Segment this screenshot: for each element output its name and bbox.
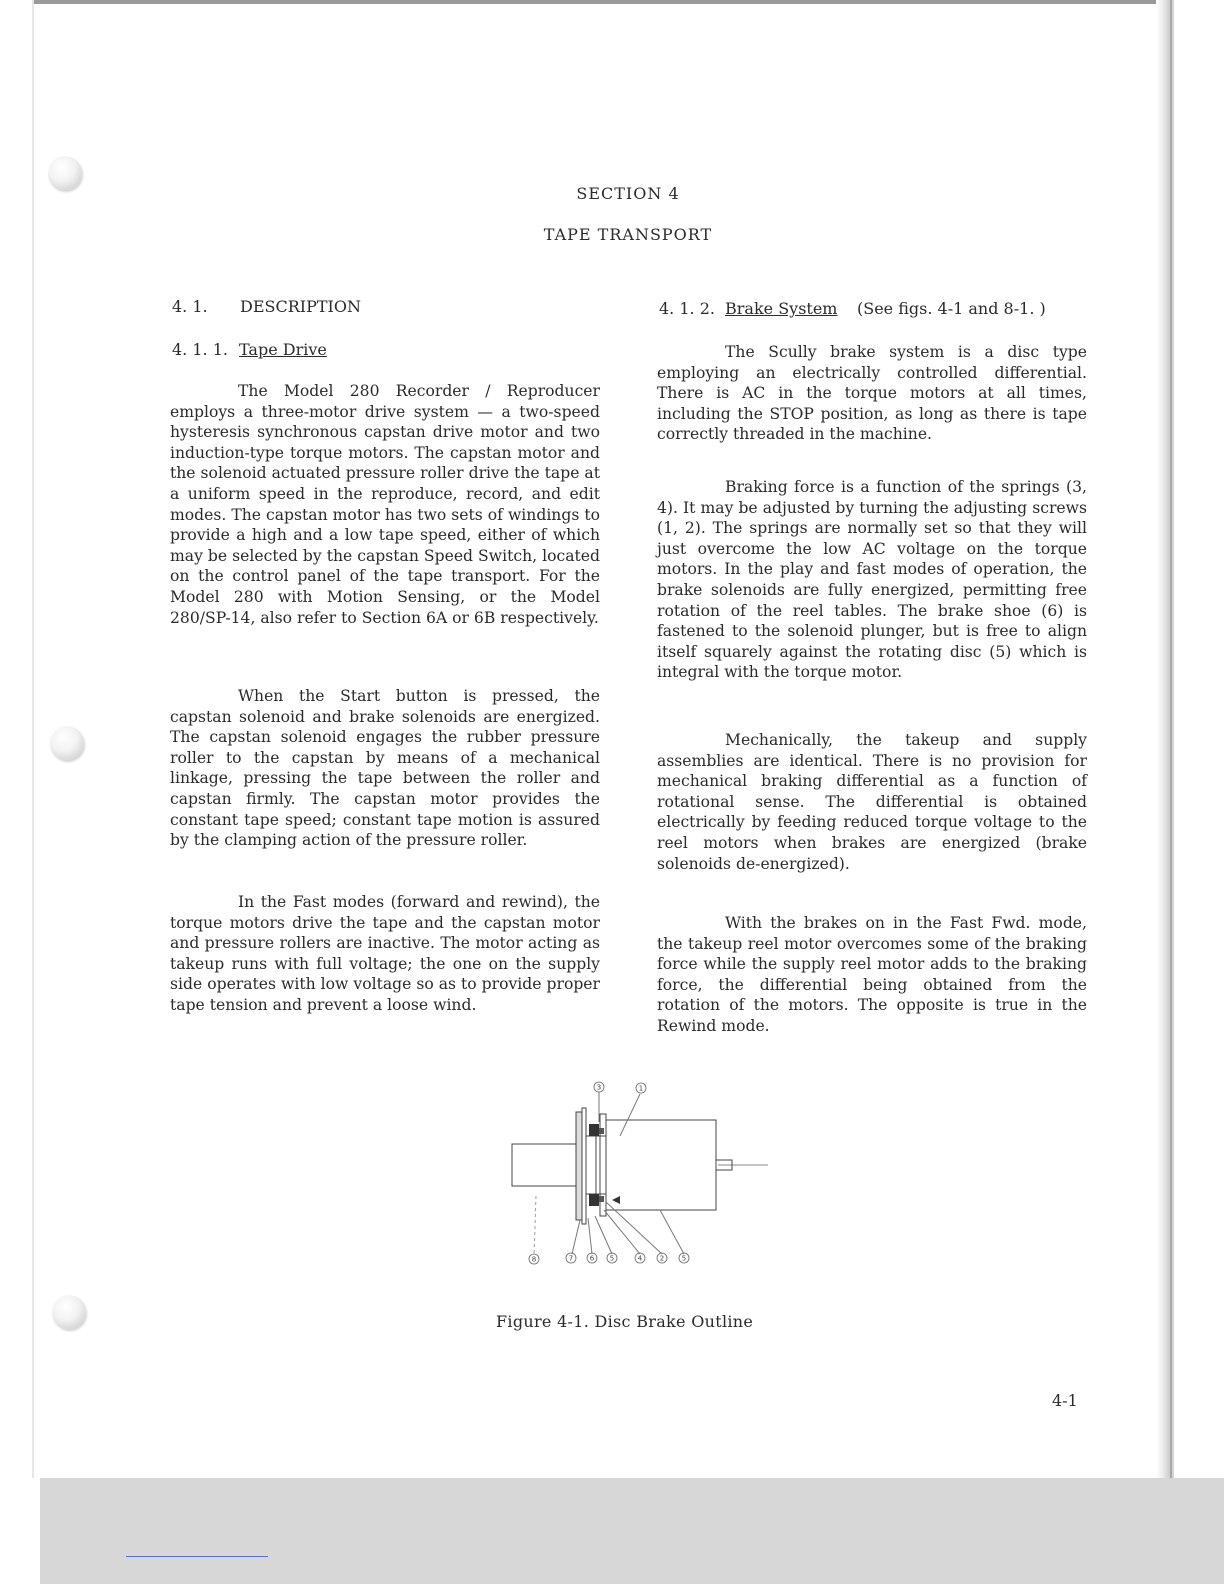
brake-shoe-bottom-icon: [589, 1194, 599, 1206]
paragraph-tape-drive-2: When the Start button is pressed, the capstan solenoid and brake solenoids are energized. The capstan solenoid engages the rubber pressure roller to the capstan by means of a mechanical linkage, pressing the tape between the roller and capstan firmly. The capstan motor provides the constant tape speed; constant tape motion is assured by the clamping action of the pressure roller.: [170, 687, 600, 850]
scan-bottom-band: [40, 1478, 1224, 1584]
paragraph-brake-4: With the brakes on in the Fast Fwd. mode, the takeup reel motor overcomes some of the braking force while the supply reel motor adds to the braking force, the differential being obtained from the rotation of the motors. The opposite is true in the Rewind mode.: [657, 914, 1087, 1035]
scan-top-edge: [34, 0, 1174, 4]
bottom-link-underline: [126, 1556, 268, 1557]
scan-right-line: [1170, 0, 1172, 1478]
callout-bottom-5: 4: [637, 1254, 643, 1263]
subheading-tape-drive: Tape Drive: [239, 340, 327, 359]
torque-motor-icon: [606, 1120, 716, 1210]
callout-bottom-7: 5: [681, 1254, 687, 1263]
binder-hole-bottom-icon: [52, 1295, 86, 1329]
callout-bottom-4: 5: [609, 1254, 615, 1263]
right-column-4: [657, 913, 1087, 1037]
left-column-2: [170, 686, 600, 851]
scan-left-edge: [32, 0, 34, 1478]
right-column-3: [657, 730, 1087, 874]
subheading-brake-system: Brake System: [725, 299, 838, 318]
left-shaft-icon: [512, 1144, 576, 1186]
figure-caption: Figure 4-1. Disc Brake Outline: [496, 1312, 754, 1331]
paragraph-tape-drive-1: The Model 280 Recorder / Reproducer employs a three-motor drive system — a two-speed hysteresis synchronous capstan drive motor and two induction-type torque motors. The capstan motor and the solenoid actuated pressure roller drive the tape at a uniform speed in the reproduce, record, and edit modes. The capstan motor has two sets of windings to provide a high and a low tape speed, either of which may be selected by the capstan Speed Switch, located on the control panel of the tape transport. For the Model 280 with Motion Sensing, or the Model 280/SP-14, also refer to Section 6A or 6B respectively.: [170, 382, 600, 627]
binder-hole-middle-icon: [50, 726, 84, 760]
subheading-number-tape-drive: 4. 1. 1.: [172, 340, 228, 359]
paragraph-brake-2: Braking force is a function of the springs (3, 4). It may be adjusted by turning the adjusting screws (1, 2). The springs are normally set so that they will just overcome the low AC voltage on the torque motors. In the play and fast modes of operation, the brake solenoids are fully energized, permitting free rotation of the reel tables. The brake shoe (6) is fastened to the solenoid plunger, but is free to align itself squarely against the rotating disc (5) which is integral with the torque motor.: [657, 478, 1087, 682]
callout-top-2: 1: [638, 1084, 644, 1093]
callout-top-1: 3: [596, 1083, 602, 1092]
right-column-2: [657, 477, 1087, 683]
callout-bottom-2: 7: [568, 1254, 574, 1263]
callout-bottom-1: 8: [531, 1255, 537, 1264]
left-column-3: [170, 892, 600, 1016]
page-number: 4-1: [1052, 1391, 1078, 1410]
paragraph-brake-3: Mechanically, the takeup and supply assemblies are identical. There is no provision for mechanical braking differential as a function of rotational sense. The differential is obtained electrically by feeding reduced torque voltage to the reel motors when brakes are energized (brake solenoids de-energized).: [657, 731, 1087, 873]
subheading-brake-ref: (See figs. 4-1 and 8-1. ): [857, 299, 1046, 318]
callout-bottom-6: 2: [659, 1254, 665, 1263]
heading-number: 4. 1.: [172, 297, 208, 316]
brake-disc-icon: [576, 1112, 582, 1220]
subheading-number-brake: 4. 1. 2.: [659, 299, 715, 318]
callout-bottom-3: 6: [589, 1254, 595, 1263]
paragraph-brake-1: The Scully brake system is a disc type employing an electrically controlled differential. There is AC in the torque motors at all times, including the STOP position, as long as there is tape correctly threaded in the machine.: [657, 343, 1087, 444]
right-column: [657, 342, 1087, 445]
disc-brake-diagram: [500, 1078, 780, 1268]
section-number: SECTION 4: [576, 184, 680, 203]
brake-shoe-top-icon: [589, 1124, 599, 1136]
section-title: TAPE TRANSPORT: [543, 225, 713, 244]
left-column: [170, 381, 600, 628]
paragraph-tape-drive-3: In the Fast modes (forward and rewind), the torque motors drive the tape and the capstan motor and pressure rollers are inactive. The motor acting as takeup runs with full voltage; the one on the supply side operates with low voltage so as to provide proper tape tension and prevent a loose wind.: [170, 893, 600, 1014]
heading-description: DESCRIPTION: [240, 297, 361, 316]
